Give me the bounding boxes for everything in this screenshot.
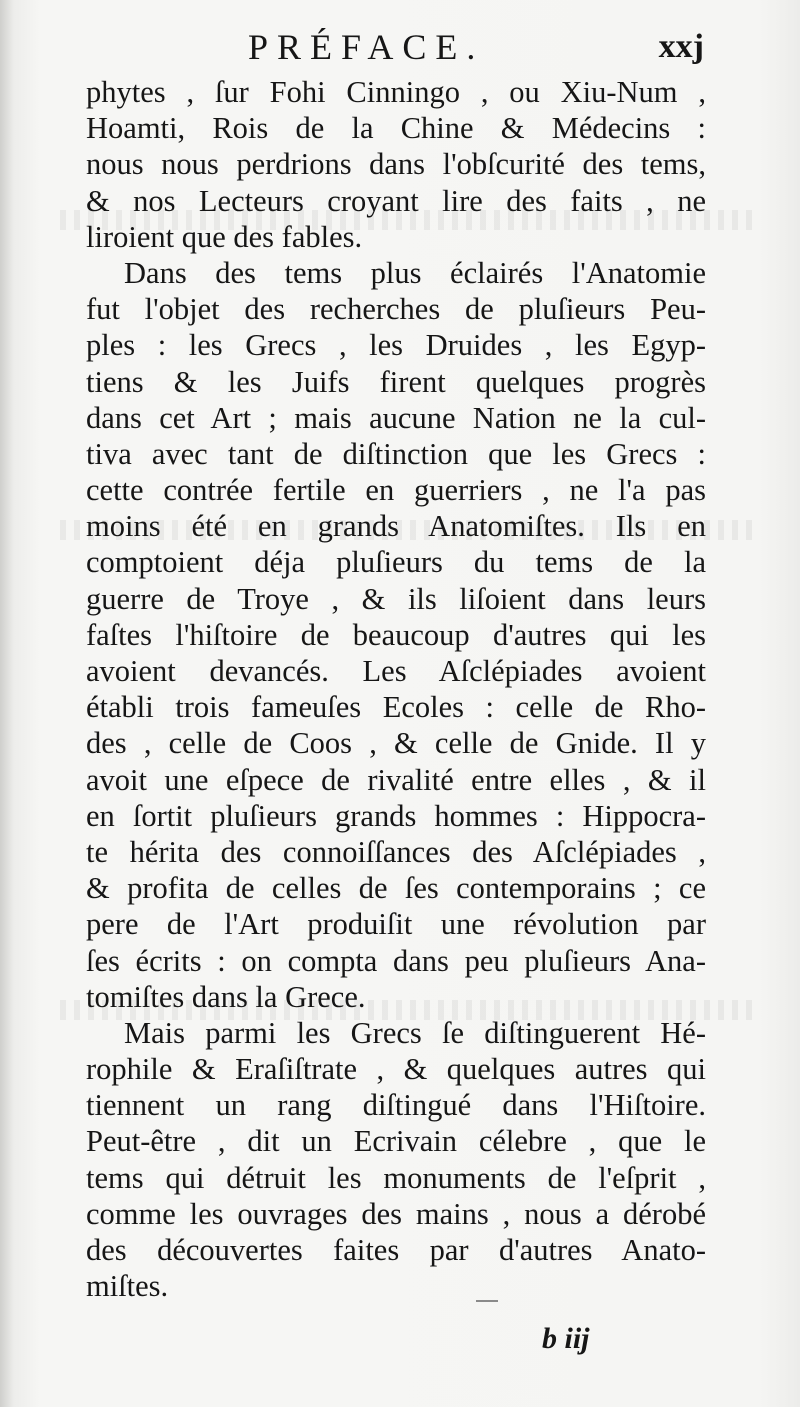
text-line: tiennent un rang diſtingué dans l'Hiſtoire. <box>86 1088 706 1123</box>
text-line: avoient devancés. Les Aſclépiades avoient <box>86 654 706 688</box>
text-line: ſes écrits : on compta dans peu pluſieurs Ana- <box>86 943 706 978</box>
running-head <box>0 22 800 72</box>
text-line: Peut-être , dit un Ecrivain célebre , que le <box>86 1124 706 1159</box>
text-line: avoit une eſpece de rivalité entre elles , & il <box>86 762 706 797</box>
text-line: pere de l'Art produiſit une révolution par <box>86 907 706 942</box>
text-line: & nos Lecteurs croyant lire des faits , ne <box>86 183 706 218</box>
text-line: cette contrée fertile en guerriers , ne l'a pas <box>86 473 706 508</box>
page-gutter <box>0 0 14 1407</box>
text-line: liroient que des fables. <box>86 219 363 254</box>
text-line: te hérita des connoiſſances des Aſclépiades , <box>86 834 706 869</box>
text-line: des , celle de Coos , & celle de Gnide. Il y <box>86 726 706 761</box>
text-line: phytes , ſur Fohi Cinningo , ou Xiu-Num , <box>86 75 706 109</box>
signature-mark: b iij <box>542 1322 590 1355</box>
page-number: xxj <box>658 28 704 65</box>
text-line: établi trois fameuſes Ecoles : celle de Rho- <box>86 690 706 725</box>
text-line: faſtes l'hiſtoire de beaucoup d'autres qui les <box>86 617 706 652</box>
text-line: tiens & les Juifs firent quelques progrès <box>86 364 706 399</box>
text-line: nous nous perdrions dans l'obſcurité des tems, <box>86 147 706 182</box>
text-line: dans cet Art ; mais aucune Nation ne la cul- <box>86 400 706 435</box>
text-line: Hoamti, Rois de la Chine & Médecins : <box>86 111 706 146</box>
text-line: moins été en grands Anatomiſtes. Ils en <box>86 509 706 544</box>
text-line: des découvertes faites par d'autres Anato- <box>86 1233 706 1267</box>
text-line: comme les ouvrages des mains , nous a dérobé <box>86 1196 706 1231</box>
text-line: comptoient déja pluſieurs du tems de la <box>86 545 706 580</box>
catchword-dash <box>476 1300 498 1302</box>
body-text <box>86 74 706 1304</box>
running-title: PRÉFACE. <box>248 27 485 67</box>
text-line: Mais parmi les Grecs ſe diſtinguerent Hé- <box>124 1015 706 1050</box>
text-line: en ſortit pluſieurs grands hommes : Hippocra- <box>86 798 706 833</box>
text-line: miſtes. <box>86 1269 169 1304</box>
text-line: tems qui détruit les monuments de l'eſprit , <box>86 1160 706 1195</box>
text-line: Dans des tems plus éclairés l'Anatomie <box>124 255 706 290</box>
text-line: tomiſtes dans la Grece. <box>86 979 366 1014</box>
text-line: tiva avec tant de diſtinction que les Grecs : <box>86 436 706 471</box>
text-line: rophile & Eraſiſtrate , & quelques autres qui <box>86 1052 706 1087</box>
text-line: guerre de Troye , & ils liſoient dans leurs <box>86 581 706 616</box>
text-line: & profita de celles de ſes contemporains ; ce <box>86 871 706 906</box>
text-line: fut l'objet des recherches de pluſieurs Peu- <box>86 292 706 327</box>
text-line: ples : les Grecs , les Druides , les Egyp- <box>86 328 706 363</box>
